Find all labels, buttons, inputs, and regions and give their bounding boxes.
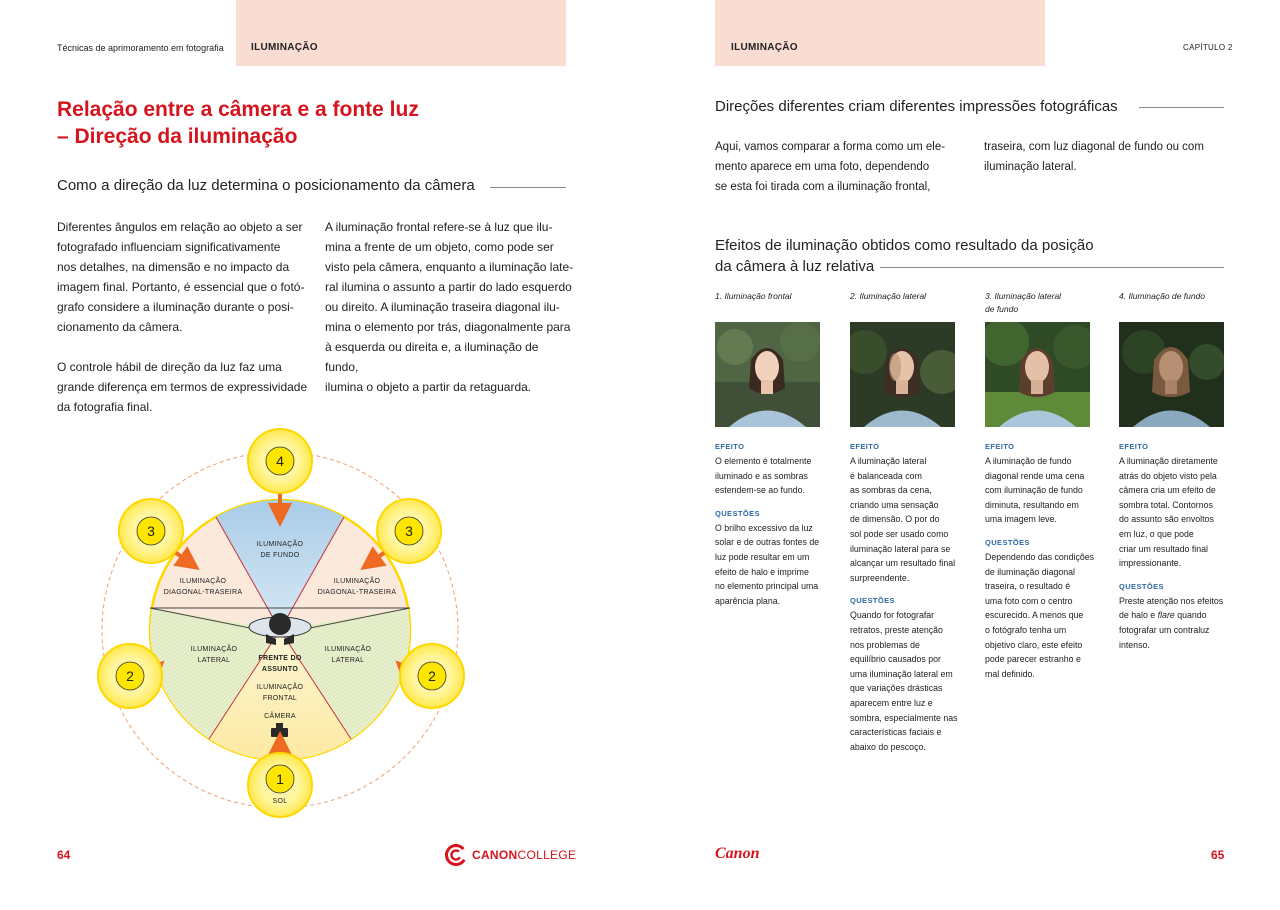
effect-label: EFEITO xyxy=(985,442,1015,451)
effect-text xyxy=(850,454,965,585)
canon-college-logo-icon xyxy=(445,844,467,866)
effect-line: sombra total. Contornos xyxy=(1119,499,1213,510)
sun-3-left xyxy=(119,499,183,563)
sun-4 xyxy=(248,429,312,493)
effect-line: estendem-se ao fundo. xyxy=(715,485,805,496)
svg-text:SOL: SOL xyxy=(272,798,288,805)
issues-text xyxy=(985,550,1100,681)
issues-line: aparência plana. xyxy=(715,595,781,606)
effect-text xyxy=(1119,454,1234,571)
right-section-title: ILUMINAÇÃO xyxy=(731,42,798,53)
portrait-diagonal-photo xyxy=(985,322,1090,427)
label-frente-1: FRENTE DO xyxy=(258,655,302,662)
intro-line: traseira, com luz diagonal de fundo ou com xyxy=(984,141,1204,153)
label-frente-2: ASSUNTO xyxy=(261,666,299,673)
effect-line: diminuta, resultando em xyxy=(985,499,1079,510)
column-title xyxy=(850,290,960,303)
effect-text xyxy=(985,454,1100,527)
issues-line: fotografar um contraluz xyxy=(1119,624,1210,635)
effect-line: uma imagem leve. xyxy=(985,514,1057,525)
column-title xyxy=(715,290,825,303)
effect-line: A iluminação diretamente xyxy=(1119,456,1218,466)
issues-line: Dependendo das condições xyxy=(985,551,1095,562)
effect-line: câmera cria um efeito de xyxy=(1119,485,1216,496)
issues-emphasis: flare xyxy=(1157,610,1175,621)
issues-line: nos problemas de xyxy=(850,639,920,650)
effect-line: iluminação lateral para se xyxy=(850,543,951,554)
column-title xyxy=(985,290,1095,316)
page-title-line2: – Direção da iluminação xyxy=(57,125,298,148)
sun-2-right xyxy=(400,644,464,708)
running-head: Técnicas de aprimoramento em fotografia xyxy=(57,43,224,53)
issues-line: pode parecer estranho e xyxy=(985,654,1081,665)
right-subtitle-2 xyxy=(715,235,1094,277)
column-title-line: 4. Iluminação de fundo xyxy=(1119,291,1206,301)
right-subtitle-2-line2: da câmera à luz relativa xyxy=(715,258,875,275)
body-line: ilumina o objeto a partir da retaguarda. xyxy=(325,380,532,394)
portrait-lateral-photo xyxy=(850,322,955,427)
sun-3-right xyxy=(377,499,441,563)
effect-label: EFEITO xyxy=(715,442,745,451)
page-title-line1: Relação entre a câmera e a fonte luz xyxy=(57,98,419,121)
intro-col1 xyxy=(715,137,975,197)
effect-line: A iluminação lateral xyxy=(850,456,927,466)
body-line: nos detalhes, na dimensão e no impacto da xyxy=(57,260,290,274)
effect-column-2 xyxy=(850,290,960,752)
issues-line: efeito de halo e imprime xyxy=(715,566,809,577)
svg-text:3: 3 xyxy=(405,523,413,539)
issues-label: QUESTÕES xyxy=(850,596,895,606)
body-line: mina a frente de um objeto, como pode ser xyxy=(325,240,554,254)
left-subtitle-rule xyxy=(490,187,566,188)
issues-line: Quando for fotografar xyxy=(850,610,935,621)
body-line: cionamento da câmera. xyxy=(57,320,183,334)
chapter-label: CAPÍTULO 2 xyxy=(1183,43,1233,52)
label-diag-left-2: DIAGONAL-TRASEIRA xyxy=(163,589,243,596)
effect-text xyxy=(715,454,825,498)
effect-line: A iluminação de fundo xyxy=(985,456,1072,466)
issues-text xyxy=(1119,594,1234,652)
issues-text xyxy=(715,521,825,609)
effect-line: as sombras da cena, xyxy=(850,485,932,496)
label-fundo-1: ILUMINAÇÃO xyxy=(256,541,304,548)
label-diag-right-1: ILUMINAÇÃO xyxy=(333,578,381,585)
label-frontal-2: FRONTAL xyxy=(262,695,298,702)
label-fundo-2: DE FUNDO xyxy=(260,552,300,559)
issues-line: de halo e flare quando xyxy=(1119,610,1207,621)
issues-label: QUESTÕES xyxy=(985,537,1030,547)
label-lat-left-2: LATERAL xyxy=(197,657,231,664)
body-line: A iluminação frontal refere-se à luz que ilu- xyxy=(325,220,553,234)
svg-text:1: 1 xyxy=(276,771,284,787)
left-body-col2 xyxy=(325,217,575,397)
body-line: da fotografia final. xyxy=(57,400,153,414)
label-lat-left-1: ILUMINAÇÃO xyxy=(190,646,238,653)
issues-line: retratos, preste atenção xyxy=(850,624,943,635)
effect-label: EFEITO xyxy=(850,442,880,451)
canon-college-logo xyxy=(445,843,576,867)
issues-label: QUESTÕES xyxy=(715,508,760,518)
issues-line: traseira, o resultado é xyxy=(985,581,1071,592)
right-subtitle-2-line1: Efeitos de iluminação obtidos como resultado da posição xyxy=(715,237,1094,254)
effect-line: O elemento é totalmente xyxy=(715,456,812,466)
right-section-tab xyxy=(715,0,1045,66)
svg-text:4: 4 xyxy=(276,453,284,469)
svg-text:3: 3 xyxy=(147,523,155,539)
intro-line: Aqui, vamos comparar a forma como um ele- xyxy=(715,141,946,153)
right-subtitle-1-rule xyxy=(1139,107,1224,108)
effect-line: diagonal rende uma cena xyxy=(985,470,1085,481)
issues-text xyxy=(850,608,965,754)
column-title-line: 1. Iluminação frontal xyxy=(715,291,792,301)
issues-line: o fotógrafo tenha um xyxy=(985,624,1067,635)
issues-line: Preste atenção nos efeitos xyxy=(1119,595,1224,606)
body-line: à esquerda ou direita e, a iluminação de fundo, xyxy=(325,340,539,374)
column-title xyxy=(1119,290,1229,303)
camera-lens-icon xyxy=(276,723,283,729)
effect-label: EFEITO xyxy=(1119,442,1149,451)
issues-line: solar e de outras fontes de xyxy=(715,537,820,548)
lighting-diagram xyxy=(90,425,480,820)
left-section-tab xyxy=(236,0,566,66)
column-title-line: de fundo xyxy=(985,304,1019,314)
label-lat-right-1: ILUMINAÇÃO xyxy=(324,646,372,653)
intro-line: mento aparece em uma foto, dependendo xyxy=(715,161,930,173)
effects-columns xyxy=(715,290,1230,770)
intro-col2 xyxy=(984,137,1234,177)
issues-line: abaixo do pescoço. xyxy=(850,741,926,752)
left-body-col1b xyxy=(57,357,319,417)
issues-line: no elemento principal uma xyxy=(715,581,819,592)
effect-line: com iluminação de fundo xyxy=(985,485,1083,496)
body-line: ou direito. A iluminação traseira diagonal ilu- xyxy=(325,300,560,314)
label-diag-right-2: DIAGONAL-TRASEIRA xyxy=(317,589,397,596)
body-line: visto pela câmera, enquanto a iluminação late- xyxy=(325,260,574,274)
intro-line: iluminação lateral. xyxy=(984,161,1077,173)
effect-line: sol pode ser usado como xyxy=(850,528,949,539)
right-subtitle-1: Direções diferentes criam diferentes impressões fotográficas xyxy=(715,98,1118,115)
logo-text-bold: CANON xyxy=(472,848,518,862)
body-line: Diferentes ângulos em relação ao objeto a ser xyxy=(57,220,303,234)
intro-line: se esta foi tirada com a iluminação frontal, xyxy=(715,181,931,193)
body-line: grande diferença em termos de expressividade xyxy=(57,380,308,394)
issues-line: características faciais e xyxy=(850,727,942,738)
left-body-col1 xyxy=(57,217,319,337)
effect-line: criar um resultado final xyxy=(1119,543,1208,554)
body-line: fotografado influenciam significativamente xyxy=(57,240,281,254)
effect-line: de dimensão. O por do xyxy=(850,514,940,525)
effect-line: impressionante. xyxy=(1119,558,1182,569)
sun-1 xyxy=(248,753,312,817)
camera-icon xyxy=(271,728,288,737)
effect-line: criando uma sensação xyxy=(850,499,939,510)
issues-line: objetivo claro, este efeito xyxy=(985,639,1083,650)
right-page-number: 65 xyxy=(1211,848,1225,862)
body-line: grafo considere a iluminação durante o posi- xyxy=(57,300,294,314)
column-title-line: 2. Iluminação lateral xyxy=(850,291,927,301)
label-frontal-1: ILUMINAÇÃO xyxy=(256,684,304,691)
issues-line: intenso. xyxy=(1119,639,1150,650)
left-section-title: ILUMINAÇÃO xyxy=(251,42,318,53)
issues-line: sombra, especialmente nas xyxy=(850,712,958,723)
left-page-number: 64 xyxy=(57,848,71,862)
svg-text:2: 2 xyxy=(428,668,436,684)
issues-line: que variações drásticas xyxy=(850,683,943,694)
portrait-backlight-photo xyxy=(1119,322,1224,427)
column-title-line: 3. Iluminação lateral xyxy=(985,291,1062,301)
body-line: ral ilumina o assunto a partir do lado esquerdo xyxy=(325,280,572,294)
effect-line: do assunto são envoltos xyxy=(1119,514,1214,525)
issues-label: QUESTÕES xyxy=(1119,581,1164,591)
issues-line: luz pode resultar em um xyxy=(715,551,810,562)
label-lat-right-2: LATERAL xyxy=(331,657,365,664)
effect-column-4 xyxy=(1119,290,1229,650)
portrait-frontal-photo xyxy=(715,322,820,427)
issues-line: escurecido. A menos que xyxy=(985,610,1084,621)
page-title xyxy=(57,96,557,150)
issues-line: uma foto com o centro xyxy=(985,595,1073,606)
svg-text:2: 2 xyxy=(126,668,134,684)
effect-column-3 xyxy=(985,290,1095,679)
issues-line: mal definido. xyxy=(985,668,1035,679)
left-subtitle: Como a direção da luz determina o posicionamento da câmera xyxy=(57,177,475,194)
issues-line: de iluminação diagonal xyxy=(985,566,1075,577)
label-camera: CÂMERA xyxy=(264,713,296,720)
effect-line: é balanceada com xyxy=(850,470,922,481)
effect-line: surpreendente. xyxy=(850,572,910,583)
effect-line: alcançar um resultado final xyxy=(850,558,956,569)
effect-line: atrás do objeto visto pela xyxy=(1119,470,1217,481)
label-diag-left-1: ILUMINAÇÃO xyxy=(179,578,227,585)
subject-head-icon xyxy=(269,613,291,635)
logo-text-light: COLLEGE xyxy=(517,848,577,862)
issues-line: equilíbrio causados por xyxy=(850,654,941,665)
canon-brand-logo: Canon xyxy=(715,845,760,862)
issues-line: aparecem entre luz e xyxy=(850,697,933,708)
effect-line: em luz, o que pode xyxy=(1119,528,1194,539)
body-line: O controle hábil de direção da luz faz uma xyxy=(57,360,282,374)
effect-column-1 xyxy=(715,290,825,606)
body-line: mina o elemento por trás, diagonalmente para xyxy=(325,320,571,334)
effect-line: iluminado e as sombras xyxy=(715,470,808,481)
issues-line: O brilho excessivo da luz xyxy=(715,522,813,533)
body-line: imagem final. Portanto, é essencial que o fotó- xyxy=(57,280,305,294)
sun-2-left xyxy=(98,644,162,708)
right-subtitle-2-rule xyxy=(880,267,1224,268)
issues-line: uma iluminação lateral em xyxy=(850,668,953,679)
